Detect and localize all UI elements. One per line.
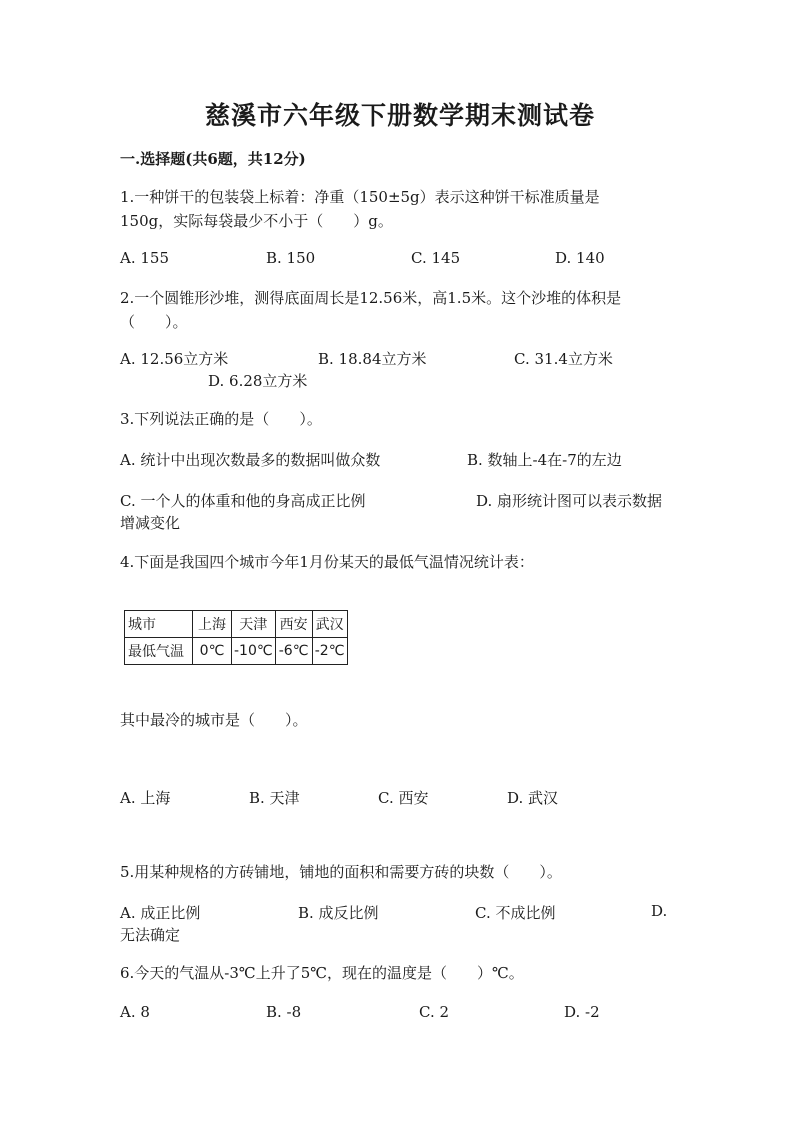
question-3-option-a: A. 统计中出现次数最多的数据叫做众数 [120,451,381,469]
table-cell: 城市 [125,611,193,638]
table-cell: -6℃ [275,638,312,665]
question-3-line1: 3.下列说法正确的是（ ）。 [120,410,322,428]
table-cell: 最低气温 [125,638,193,665]
question-5-option-c: C. 不成比例 [475,904,556,922]
question-6-option-c: C. 2 [419,1003,450,1021]
question-4-option-c: C. 西安 [378,789,429,807]
question-1-line2: 150g，实际每袋最少不小于（ ）g。 [120,212,393,230]
question-1-line1: 1.一种饼干的包装袋上标着：净重（150±5g）表示这种饼干标准质量是 [120,188,600,206]
temperature-table [124,610,348,665]
question-1-option-c: C. 145 [411,249,461,267]
table-cell: -2℃ [312,638,347,665]
table-header-row [125,611,348,638]
table-row [125,638,348,665]
question-2-option-a: A. 12.56立方米 [120,350,229,368]
question-6-option-a: A. 8 [120,1003,150,1021]
question-4-option-d: D. 武汉 [507,789,559,807]
question-1-option-b: B. 150 [266,249,316,267]
question-3-option-d: D. 扇形统计图可以表示数据 [476,492,663,510]
question-5-option-a: A. 成正比例 [120,904,201,922]
question-4-option-b: B. 天津 [249,789,300,807]
question-2-option-d: D. 6.28立方米 [208,372,308,390]
question-2-option-c: C. 31.4立方米 [514,350,613,368]
table-cell: 0℃ [193,638,232,665]
question-3-option-c: C. 一个人的体重和他的身高成正比例 [120,492,366,510]
question-4-line1: 4.下面是我国四个城市今年1月份某天的最低气温情况统计表： [120,553,534,571]
section-heading: 一.选择题(共6题，共12分) [120,150,306,168]
page-title: 慈溪市六年级下册数学期末测试卷 [204,101,595,130]
table-cell: 西安 [275,611,312,638]
question-6-option-b: B. -8 [266,1003,302,1021]
question-4-option-a: A. 上海 [120,789,171,807]
question-6-line1: 6.今天的气温从-3℃上升了5℃，现在的温度是（ ）℃。 [120,964,524,982]
table-cell: 天津 [232,611,276,638]
table-cell: -10℃ [232,638,276,665]
question-5-option-d: D. [651,902,668,920]
question-4-line2: 其中最冷的城市是（ ）。 [120,711,308,729]
question-1-option-d: D. 140 [555,249,605,267]
question-3-option-d-continued: 增减变化 [120,514,181,532]
table-cell: 武汉 [312,611,347,638]
question-2-line1: 2.一个圆锥形沙堆，测得底面周长是12.56米，高1.5米。这个沙堆的体积是 [120,289,622,307]
question-5-line1: 5.用某种规格的方砖铺地，铺地的面积和需要方砖的块数（ ）。 [120,863,562,881]
question-6-option-d: D. -2 [564,1003,600,1021]
table-cell: 上海 [193,611,232,638]
question-2-line2: （ ）。 [120,313,188,331]
question-1-option-a: A. 155 [120,249,169,267]
question-3-option-b: B. 数轴上-4在-7的左边 [467,451,622,469]
question-2-option-b: B. 18.84立方米 [318,350,427,368]
question-5-option-d-continued: 无法确定 [120,926,181,944]
question-5-option-b: B. 成反比例 [298,904,379,922]
